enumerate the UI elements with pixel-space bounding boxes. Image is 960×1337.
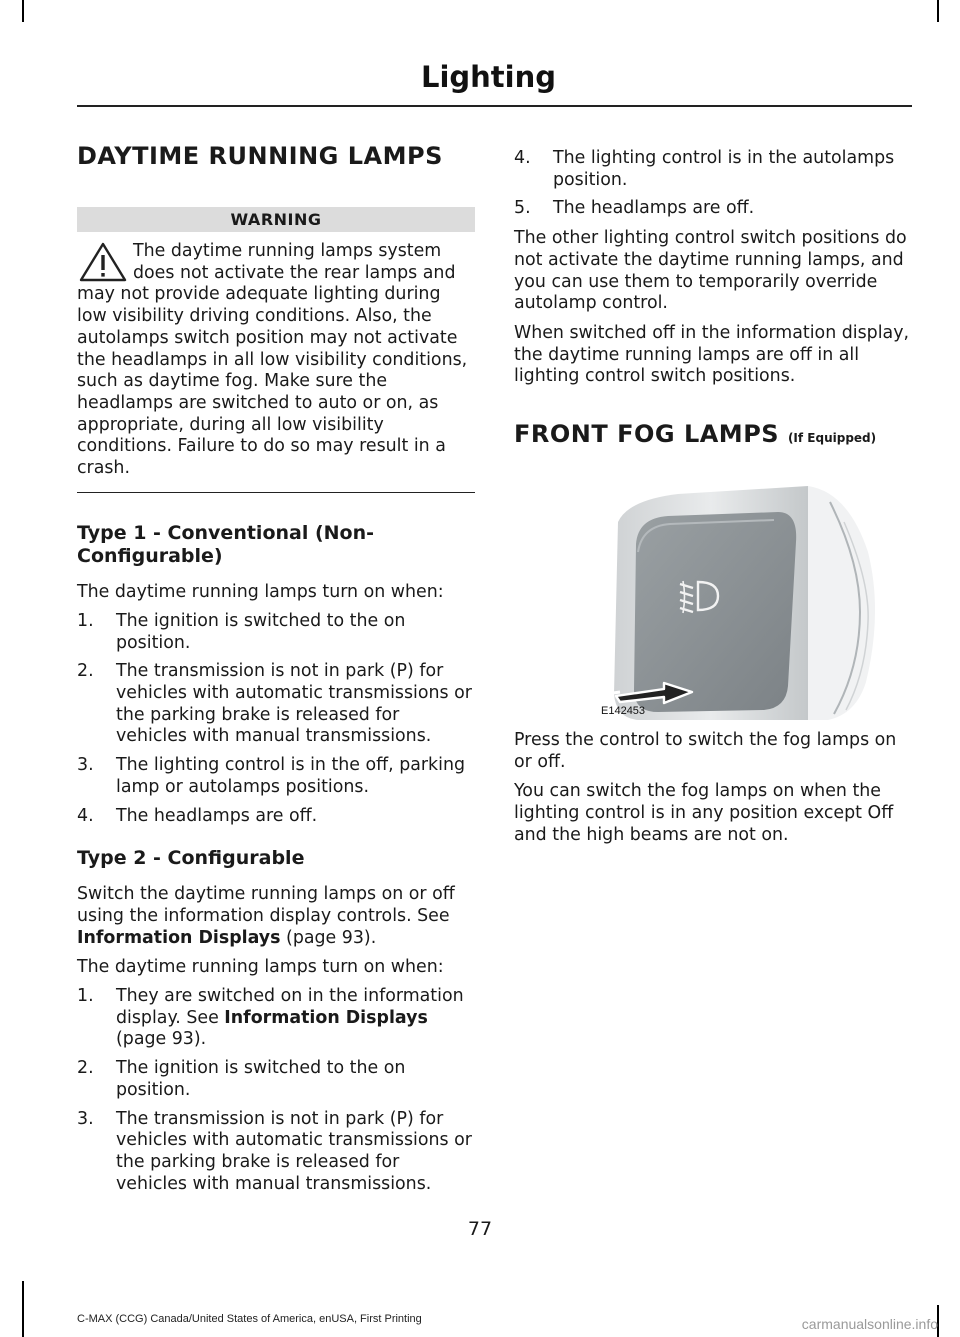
list-text: (page 93). (116, 1029, 207, 1050)
list-text: The headlamps are off. (116, 805, 318, 826)
heading-type1: Type 1 - Conventional (Non-Configurable) (77, 522, 375, 568)
list-text: The transmission is not in park (P) for vehicles with automatic transmissions or the parking brake is released for vehicles with manual transmissions. (116, 661, 472, 747)
list-number: 2. (77, 1058, 94, 1079)
page-number: 77 (467, 1218, 493, 1240)
list-text: They are switched on in the information display. See (116, 986, 464, 1028)
watermark: carmanualsonline.info (801, 1316, 938, 1332)
warning-rule (77, 492, 475, 494)
list-number: 2. (77, 661, 94, 682)
paragraph: When switched off in the information display, the daytime running lamps are off in all lighting control switch positions. (514, 322, 910, 387)
list-number: 4. (77, 805, 94, 826)
list-item (77, 661, 475, 748)
figure-id: E142453 (601, 705, 646, 718)
cross-reference-link[interactable]: Information Displays (224, 1007, 428, 1028)
type1-intro: The daytime running lamps turn on when: (77, 582, 444, 603)
type2-intro: The daytime running lamps turn on when: (77, 957, 444, 978)
list-text: The lighting control is in the off, parking lamp or autolamps positions. (116, 755, 466, 797)
list-item (77, 755, 475, 798)
list-item (514, 148, 912, 191)
warning-text: The daytime running lamps system does not activate the rear lamps and may not provide adequate lighting during low visibility driving conditions. Also, the autolamps switch position may not activate the headlamps in all low visibility conditions, such as daytime fog. Make sure the headlamps are switched to auto or on, as appropriate, during all low visibility conditions. Failure to do so may result in a crash. (77, 241, 468, 479)
warning-box (77, 241, 475, 480)
crop-mark-top-right (937, 0, 939, 22)
fog-lamp-switch-illustration (598, 482, 901, 724)
type2-paragraph (77, 884, 475, 949)
section-title-daytime-running-lamps: DAYTIME RUNNING LAMPS (77, 142, 443, 170)
crop-mark-top-left (22, 0, 24, 22)
header-rule (77, 105, 912, 107)
text-run: (page 93). (280, 927, 377, 948)
list-text: The headlamps are off. (553, 198, 755, 219)
heading-type2: Type 2 - Configurable (77, 847, 305, 870)
paragraph: You can switch the fog lamps on when the lighting control is in any position except Off and the high beams are not on. (514, 781, 894, 845)
section-title-front-fog-lamps (514, 418, 912, 454)
list-item (514, 198, 912, 220)
list-item (77, 986, 475, 1051)
text-run: Switch the daytime running lamps on or off using the information display controls. See (77, 884, 455, 926)
list-text: The transmission is not in park (P) for vehicles with automatic transmissions or the parking brake is released for vehicles with manual transmissions. (116, 1108, 472, 1194)
list-item (77, 806, 475, 828)
cross-reference-link[interactable]: Information Displays (77, 927, 281, 948)
type1-list (77, 611, 475, 827)
section-title-text: FRONT FOG LAMPS (514, 420, 780, 449)
page-header-title: Lighting (420, 60, 556, 94)
list-number: 3. (77, 1108, 94, 1129)
list-item (77, 1109, 475, 1196)
crop-mark-bottom-left (22, 1281, 24, 1337)
fog-lamp-switch-figure (598, 482, 901, 724)
publication-footer: C-MAX (CCG) Canada/United States of America, enUSA, First Printing (77, 1313, 422, 1325)
type2-list (77, 986, 475, 1195)
paragraph: Press the control to switch the fog lamps on or off. (514, 730, 897, 772)
list-number: 4. (514, 148, 531, 168)
paragraph: The other lighting control switch positions do not activate the daytime running lamps, and you can use them to temporarily override autolamp control. (514, 228, 907, 314)
list-number: 1. (77, 610, 94, 631)
list-text: The ignition is switched to the on position. (116, 1058, 406, 1100)
warning-label: WARNING (77, 207, 475, 232)
list-item (77, 611, 475, 654)
warning-triangle-icon (77, 242, 129, 282)
list-number: 5. (514, 198, 531, 219)
section-title-note: (If Equipped) (787, 431, 877, 446)
list-text: The lighting control is in the autolamps position. (553, 148, 895, 190)
list-text: The ignition is switched to the on position. (116, 610, 406, 653)
right-list (514, 148, 912, 220)
left-column (77, 140, 475, 1195)
right-column (514, 140, 912, 847)
list-item (77, 1058, 475, 1101)
list-number: 3. (77, 755, 94, 776)
list-number: 1. (77, 986, 94, 1007)
